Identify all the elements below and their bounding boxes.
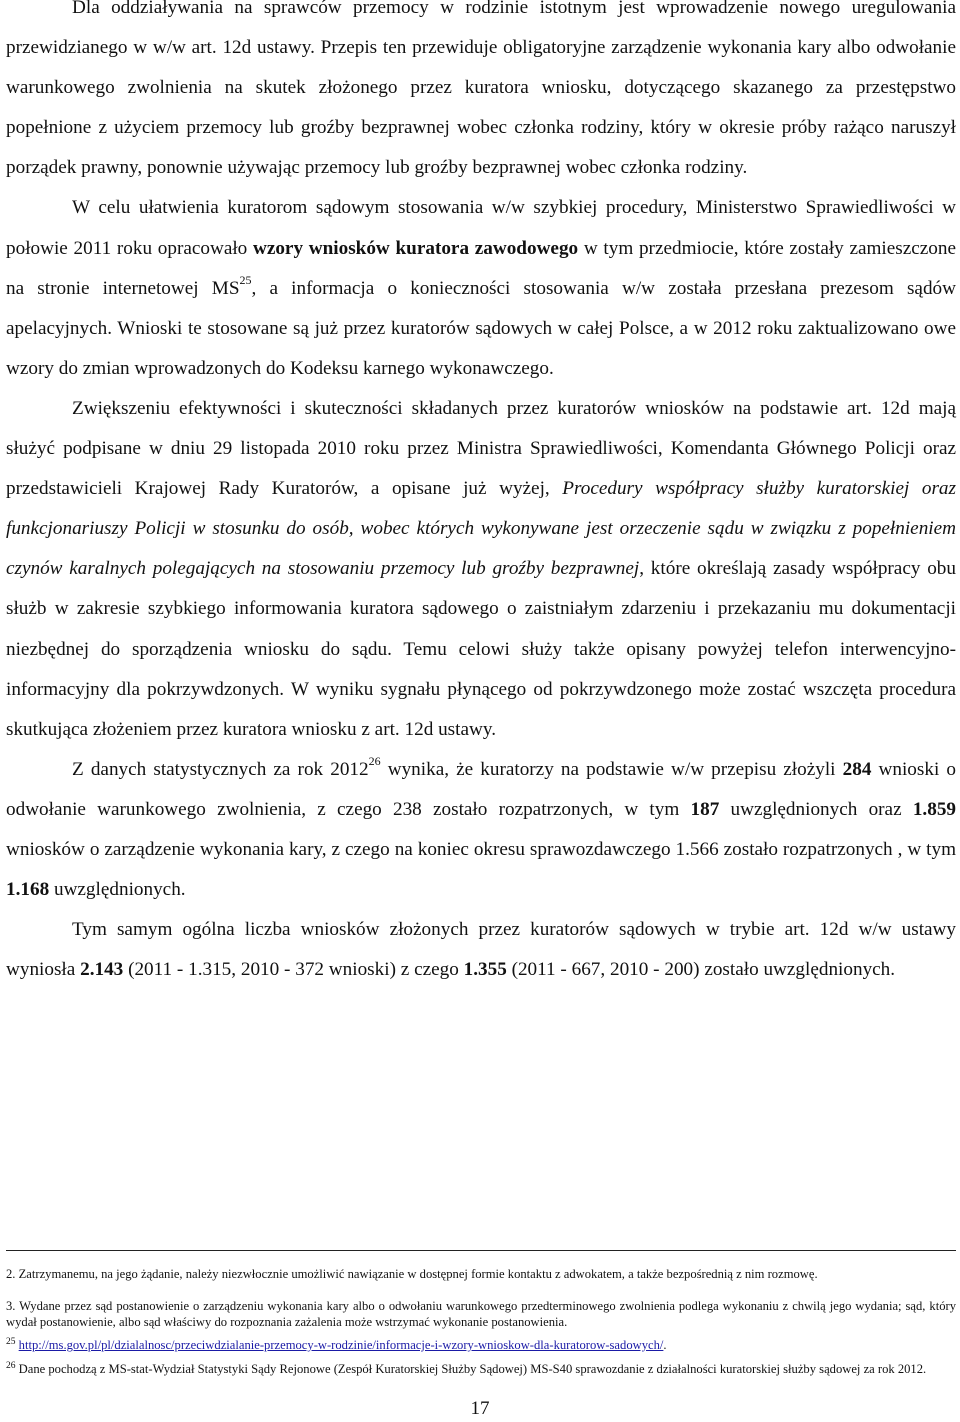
paragraph-cooperation-procedures	[6, 389, 956, 750]
bold-number: 2.143	[80, 959, 124, 981]
paragraph-text: wniosków o zarządzenie wykonania kary, z czego na koniec okresu sprawozdawczego 1.566 zostało rozpatrzonych , w tym	[6, 838, 956, 860]
ms-gov-link[interactable]: http://ms.gov.pl/pl/dzialalnosc/przeciwdzialanie-przemocy-w-rodzinie/informacje-i-wzory-wnioskow-dla-kuratorow-sadowych/	[18, 1338, 664, 1352]
footnote-ref-26: 26	[368, 753, 381, 768]
paragraph-text: wnioski o odwołanie warunkowego zwolnienia, z czego 238 zostało rozpatrzonych, w tym	[6, 758, 956, 820]
paragraph-text: Z danych statystycznych za rok 2012	[72, 758, 369, 780]
footnote-25	[6, 1337, 956, 1353]
italic-title: Procedury współpracy służby kuratorskiej oraz funkcjonariuszy Policji w stosunku do osób, wobec których wykonywane jest orzeczenie sądu w związku z popełnieniem czynów karalnych polegających na stosowaniu przemocy lub groźby bezprawnej	[6, 478, 956, 580]
footnote-2	[6, 1266, 956, 1282]
paragraph-article-12d	[6, 0, 956, 188]
paragraph-ministry-templates	[6, 188, 956, 388]
paragraph-text: uwzględnionych oraz	[719, 798, 913, 820]
paragraph-text: uwzględnionych.	[49, 879, 186, 901]
paragraph-text: wynika, że kuratorzy na podstawie w/w przepisu złożyli	[380, 758, 843, 780]
bold-number: 187	[690, 798, 720, 820]
paragraph-total-requests	[6, 910, 956, 990]
bold-number: 1.355	[463, 959, 507, 981]
footnote-3	[6, 1298, 956, 1330]
document-page	[6, 0, 956, 990]
footnote-26	[6, 1361, 956, 1377]
footnote-ref-25: 25	[239, 272, 252, 287]
paragraph-text: (2011 - 667, 2010 - 200) zostało uwzględnionych.	[506, 959, 896, 981]
footnote-number: 25	[6, 1337, 16, 1347]
paragraph-text: Zwiększeniu efektywności i skuteczności składanych przez kuratorów wniosków na podstawie art. 12d mają służyć podpisane w dniu 29 listopada 2010 roku przez Ministra Sprawiedliwości, Komendanta Głównego Policji oraz przedstawicieli Krajowej Rady Kuratorów, a opisane już wyżej,	[6, 397, 956, 500]
paragraph-text: , a informacja o konieczności stosowania w/w została przesłana prezesom sądów apelacyjnych. Wnioski te stosowane są już przez kuratorów sądowych w całej Polsce, a w 2012 roku zaktualizowano owe wzory do zmian wprowadzonych do Kodeksu karnego wykonawczego.	[6, 277, 956, 379]
bold-number: 1.859	[912, 798, 956, 820]
paragraph-statistics-2012	[6, 750, 956, 910]
bold-number: 1.168	[6, 879, 50, 901]
footnote-separator	[6, 1250, 956, 1251]
bold-number: 284	[842, 758, 872, 780]
paragraph-text: W celu ułatwienia kuratorom sądowym stosowania w/w szybkiej procedury, Ministerstwo Sprawiedliwości w połowie 2011 roku opracowało	[6, 197, 956, 259]
footnote-number: 26	[6, 1361, 16, 1371]
paragraph-text: (2011 - 1.315, 2010 - 372 wnioski) z czego	[123, 959, 464, 981]
paragraph-text: , które określają zasady współpracy obu służb w zakresie szybkiego informowania kuratora sądowego o zaistniałym zdarzeniu i przekazaniu mu dokumentacji niezbędnej do sporządzenia wniosku do sądu. Temu celowi służy także opisany powyżej telefon interwencyjno-informacyjny dla pokrzywdzonych. W wyniku sygnału płynącego od pokrzywdzonego może zostać wszczęta procedura skutkująca złożeniem przez kuratora wniosku z art. 12d ustawy.	[6, 558, 956, 740]
bold-phrase: wzory wniosków kuratora zawodowego	[252, 237, 579, 259]
paragraph-text: Tym samym ogólna liczba wniosków złożonych przez kuratorów sądowych w trybie art. 12d w/w ustawy wyniosła	[6, 919, 956, 981]
footnote-text: .	[663, 1338, 667, 1352]
footnote-text: 2. Zatrzymanemu, na jego żądanie, należy niezwłocznie umożliwić nawiązanie w dostępnej formie kontaktu z adwokatem, a także bezpośrednią z nim rozmowę.	[6, 1267, 818, 1281]
footnote-text: 3. Wydane przez sąd postanowienie o zarządzeniu wykonania kary albo o odwołaniu warunkowego przedterminowego zwolnienia podlega wykonaniu z chwilą jego wydania; sąd, który wydał postanowienie, albo sąd właściwy do rozpoznania zażalenia może wstrzymać wykonanie postanowienia.	[6, 1299, 956, 1330]
footnote-text: Dane pochodzą z MS-stat-Wydział Statystyki Sądy Rejonowe (Zespół Kuratorskiej Służby Sądowej) MS-S40 sprawozdanie z działalności kuratorskiej służby sądowej za rok 2012.	[15, 1362, 927, 1376]
page-number: 17	[470, 1398, 490, 1419]
paragraph-text: w tym przedmiocie, które zostały zamieszczone na stronie internetowej MS	[6, 237, 956, 299]
paragraph-text: Dla oddziaływania na sprawców przemocy w rodzinie istotnym jest wprowadzenie nowego uregulowania przewidzianego w w/w art. 12d ustawy. Przepis ten przewiduje obligatoryjne zarządzenie wykonania kary albo odwołanie warunkowego zwolnienia na skutek złożonego przez kuratora wniosku, dotyczącego skazanego za przestępstwo popełnione z użyciem przemocy lub groźby bezprawnej wobec członka rodziny, który w okresie próby rażąco naruszył porządek prawny, ponownie używając przemocy lub groźby bezprawnej wobec członka rodziny.	[6, 0, 956, 179]
